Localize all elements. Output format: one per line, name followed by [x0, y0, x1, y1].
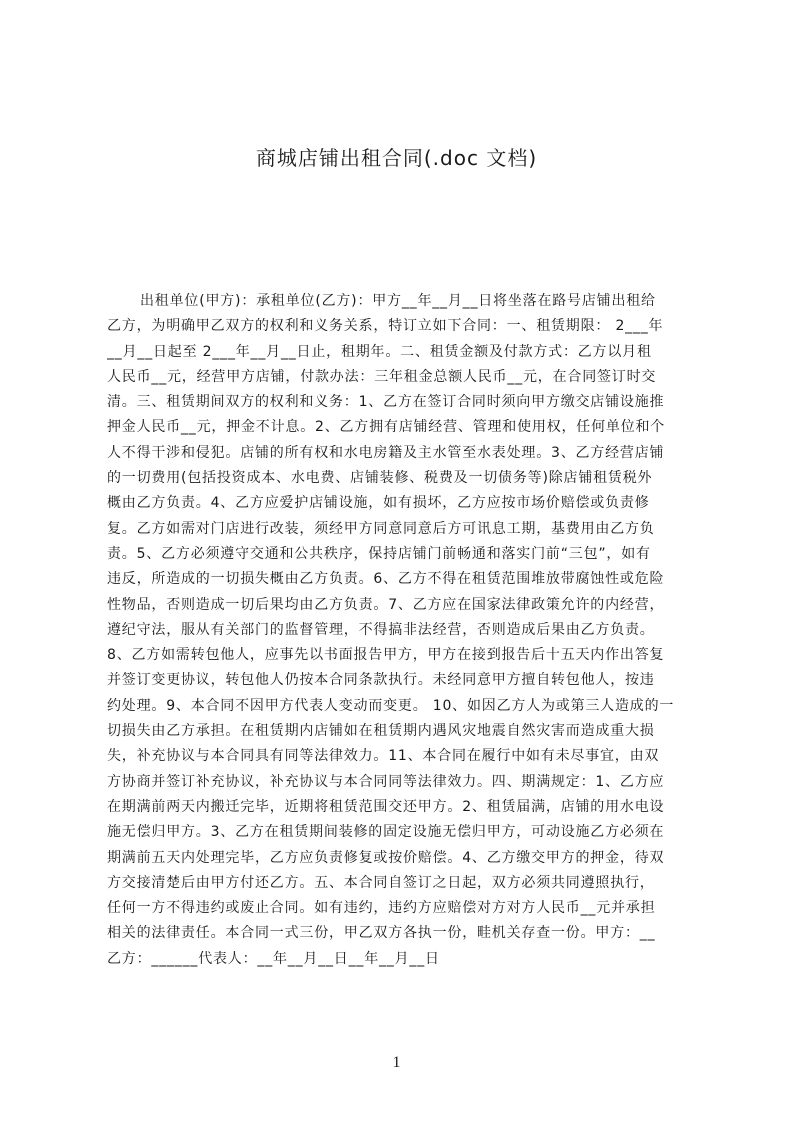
text-line: 乙方：______代表人：__年__月__日__年__月__日 [107, 950, 440, 967]
text-line: 出租单位(甲方)：承租单位(乙方)：甲方__年__月__日将坐落在路号店铺出租给 [140, 293, 656, 309]
text-line: 方交接清楚后由甲方付还乙方。五、本合同自签订之日起，双方必须共同遵照执行， [107, 874, 655, 891]
text-line: 遵纪守法，服从有关部门的监督管理，不得搞非法经营，否则造成后果由乙方负责。 [107, 621, 655, 638]
text-line: 施无偿归甲方。3、乙方在租赁期间装修的固定设施无偿归甲方，可动设施乙方必须在 [107, 824, 665, 841]
text-line: 并签订变更协议，转包他人仍按本合同条款执行。未经同意甲方擅自转包他人，按违 [107, 672, 655, 689]
text-line: __月__日起至 2___年__月__日止，租期年。二、租赁金额及付款方式：乙方以月租 [107, 343, 652, 360]
text-line: 复。乙方如需对门店进行改装，须经甲方同意同意后方可讯息工期，基费用由乙方负 [107, 520, 655, 537]
contract-body [107, 289, 697, 1019]
text-line: 概由乙方负责。4、乙方应爱护店铺设施，如有损坏，乙方应按市场价赔偿或负责修 [107, 495, 650, 512]
text-line: 8、乙方如需转包他人，应事先以书面报告甲方，甲方在接到报告后十五天内作出答复 [107, 647, 665, 664]
text-line: 人不得干涉和侵犯。店铺的所有权和水电房籍及主水管至水表处理。3、乙方经营店铺 [107, 444, 665, 461]
document-title: 商城店铺出租合同(.doc 文档) [255, 146, 538, 170]
text-line: 清。三、租赁期间双方的权利和义务：1、乙方在签订合同时须向甲方缴交店铺设施推 [107, 394, 665, 411]
page-number: 1 [392, 1054, 401, 1071]
text-line: 方协商并签订补充协议，补充协议与本合同同等法律效力。四、期满规定：1、乙方应 [107, 773, 665, 790]
text-line: 的一切费用(包括投资成本、水电费、店铺装修、税费及一切债务等)除店铺租赁税外 [107, 470, 653, 487]
text-line: 在期满前两天内搬迁完毕，近期将租赁范围交还甲方。2、租赁届满，店铺的用水电设 [107, 798, 665, 815]
text-line: 期满前五天内处理完毕，乙方应负责修复或按价赔偿。4、乙方缴交甲方的押金，待双 [107, 849, 665, 866]
text-line: 押金人民币__元，押金不计息。2、乙方拥有店铺经营、管理和使用权，任何单位和个 [107, 419, 666, 436]
text-line: 乙方，为明确甲乙双方的权利和义务关系，特订立如下合同：一、租赁期限： 2___年 [107, 318, 664, 335]
text-line: 失，补充协议与本合同具有同等法律效力。11、本合同在履行中如有未尽事宜，由双 [107, 748, 660, 765]
text-line: 约处理。9、本合同不因甲方代表人变动而变更。 10、如因乙方人为或第三人造成的一 [107, 697, 675, 714]
text-line: 相关的法律责任。本合同一式三份，甲乙双方各执一份，畦机关存查一份。甲方：__ [107, 925, 656, 942]
text-line: 人民币__元，经营甲方店铺，付款办法：三年租金总额人民币__元，在合同签订时交 [107, 368, 657, 385]
text-line: 违反，所造成的一切损失概由乙方负责。6、乙方不得在租赁范围堆放带腐蚀性或危险 [107, 571, 665, 588]
text-line: 性物品，否则造成一切后果均由乙方负责。7、乙方应在国家法律政策允许的内经营， [107, 596, 665, 613]
text-line: 切损失由乙方承担。在租赁期内店铺如在租赁期内遇风灾地震自然灾害而造成重大损 [107, 723, 655, 740]
text-line: 责。5、乙方必须遵守交通和公共秩序，保持店铺门前畅通和落实门前“三包”，如有 [107, 545, 651, 562]
text-line: 任何一方不得违约或废止合同。如有违约，违约方应赔偿对方对方人民币__元并承担 [107, 900, 656, 917]
